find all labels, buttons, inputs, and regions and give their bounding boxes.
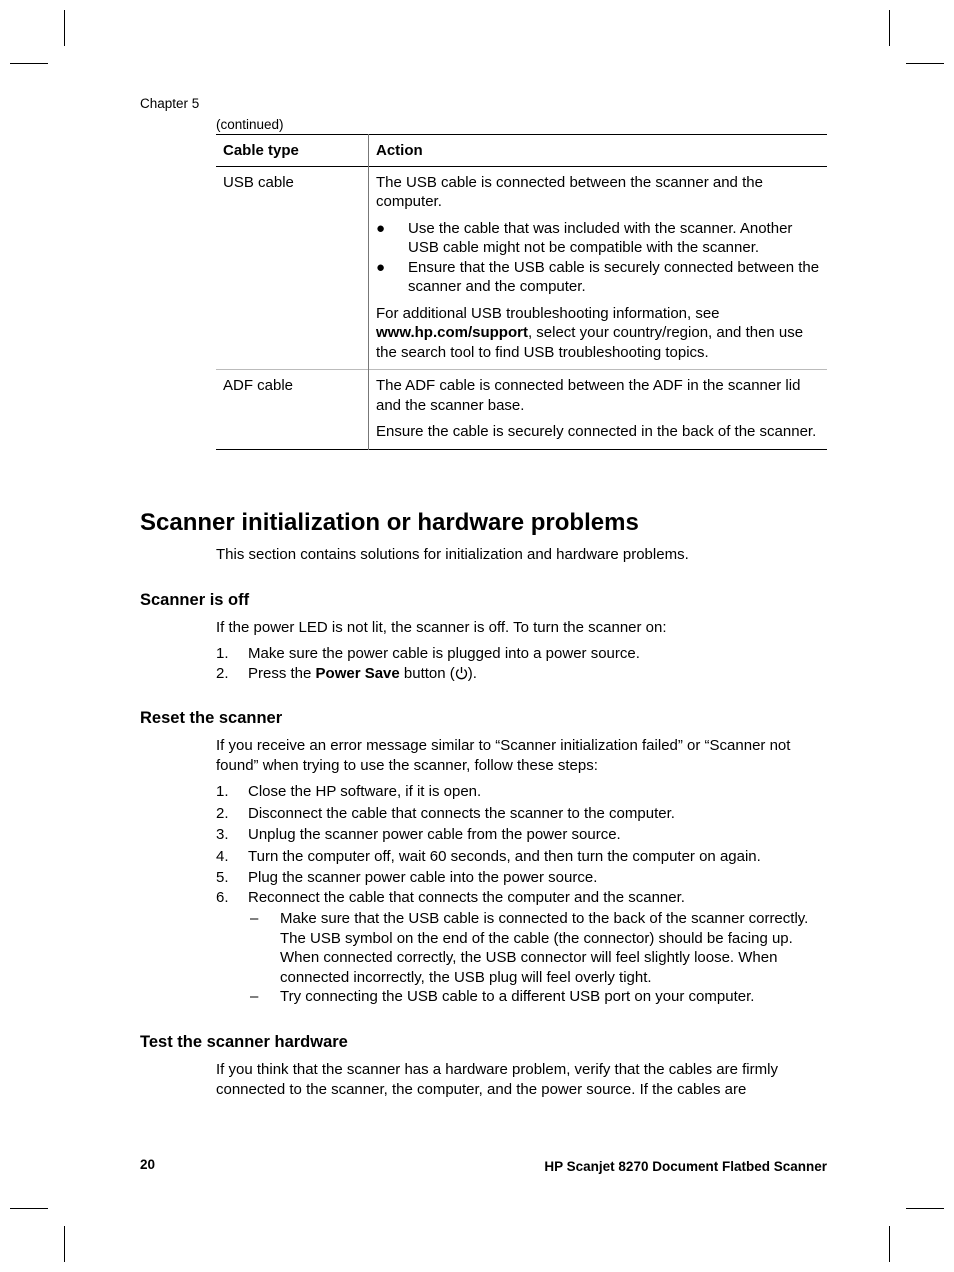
more-info-prefix: For additional USB troubleshooting information, see	[376, 304, 720, 322]
subsection-title-scanner-off: Scanner is off	[140, 591, 250, 609]
step-text: Disconnect the cable that connects the scanner to the computer.	[248, 804, 675, 822]
bullet-icon: ●	[376, 219, 386, 237]
step-text: Turn the computer off, wait 60 seconds, and then turn the computer on again.	[248, 847, 761, 865]
step-text: ).	[467, 664, 477, 682]
list-item	[216, 825, 827, 845]
reset-substeps	[248, 909, 827, 1007]
power-icon	[455, 666, 468, 680]
reset-steps	[216, 782, 827, 907]
step-text: Plug the scanner power cable into the power source.	[248, 869, 598, 886]
list-item	[248, 987, 827, 1007]
bullet-icon: ●	[376, 258, 386, 276]
list-item	[216, 847, 827, 867]
usb-bullet-list	[376, 219, 820, 297]
action-cell	[369, 166, 828, 370]
list-item	[376, 258, 820, 297]
section-title: Scanner initialization or hardware problems	[140, 509, 639, 536]
support-link[interactable]: www.hp.com/support	[376, 324, 528, 341]
product-name: HP Scanjet 8270 Document Flatbed Scanner	[544, 1159, 827, 1174]
list-item	[216, 804, 827, 824]
list-item	[216, 868, 827, 888]
subsection-title-test-hardware: Test the scanner hardware	[140, 1033, 348, 1051]
list-item	[216, 782, 827, 802]
step-number: 2.	[216, 664, 229, 682]
crop-mark	[906, 63, 944, 64]
dash-icon: –	[250, 910, 259, 927]
crop-mark	[10, 1208, 48, 1209]
step-number: 4.	[216, 847, 229, 865]
list-item	[376, 219, 820, 258]
cable-type-cell: ADF cable	[216, 370, 369, 450]
step-number: 3.	[216, 826, 229, 843]
table-continued-label: (continued)	[216, 117, 284, 132]
substep-text: Try connecting the USB cable to a different USB port on your computer.	[280, 988, 755, 1005]
substep-text: Make sure that the USB cable is connected to the back of the scanner correctly. The USB symbol on the end of the cable (the connector) should be facing up. When connected correctly, the USB connector will feel slightly loose. When connected incorrectly, the USB plug will feel overly tight.	[280, 910, 809, 986]
step-text: button (	[399, 664, 455, 682]
step-text: Close the HP software, if it is open.	[248, 783, 482, 800]
scanner-off-intro: If the power LED is not lit, the scanner is off. To turn the scanner on:	[216, 619, 667, 636]
action-cell	[369, 370, 828, 450]
step-number: 5.	[216, 869, 229, 886]
list-item	[248, 909, 827, 987]
test-intro: If you think that the scanner has a hardware problem, verify that the cables are firmly connected to the scanner, the computer, and the power source. If the cables are	[216, 1061, 778, 1098]
list-item	[216, 888, 827, 908]
step-number: 1.	[216, 645, 229, 662]
usb-more-info	[376, 304, 820, 363]
list-item	[216, 664, 827, 684]
column-header-action: Action	[376, 142, 423, 159]
subsection-title-reset: Reset the scanner	[140, 709, 283, 727]
list-item	[216, 644, 827, 664]
cable-troubleshooting-table	[216, 134, 827, 450]
step-text: Press the	[248, 664, 316, 682]
bullet-text: Use the cable that was included with the scanner. Another USB cable might not be compatible with the scanner.	[408, 219, 793, 256]
section-intro: This section contains solutions for initialization and hardware problems.	[216, 546, 689, 563]
step-number: 6.	[216, 888, 229, 906]
bullet-text: Ensure that the USB cable is securely connected between the scanner and the computer.	[408, 258, 820, 295]
crop-mark	[906, 1208, 944, 1209]
usb-intro: The USB cable is connected between the scanner and the computer.	[376, 173, 763, 210]
step-text: Unplug the scanner power cable from the power source.	[248, 826, 621, 843]
table-row	[216, 166, 827, 370]
dash-icon: –	[250, 988, 259, 1005]
crop-mark	[889, 1226, 890, 1262]
crop-mark	[64, 1226, 65, 1262]
column-header-cable-type: Cable type	[216, 135, 369, 167]
crop-mark	[10, 63, 48, 64]
step-number: 1.	[216, 783, 229, 800]
page-number: 20	[140, 1157, 156, 1172]
table-header-row	[216, 135, 827, 167]
step-text: Make sure the power cable is plugged into a power source.	[248, 645, 640, 662]
scanner-off-steps	[216, 644, 827, 683]
cable-type-cell: USB cable	[216, 166, 369, 370]
more-info-suffix: , select your country/region, and then use the search tool to find USB troubleshooting topics.	[376, 324, 804, 361]
power-save-label: Power Save	[315, 664, 400, 682]
step-number: 2.	[216, 804, 229, 822]
chapter-label: Chapter 5	[140, 96, 200, 111]
reset-intro: If you receive an error message similar to “Scanner initialization failed” or “Scanner not found” when trying to use the scanner, follow these steps:	[216, 737, 791, 774]
crop-mark	[64, 10, 65, 46]
table-row	[216, 370, 827, 450]
adf-line-1: The ADF cable is connected between the ADF in the scanner lid and the scanner base.	[376, 377, 801, 414]
step-text: Reconnect the cable that connects the computer and the scanner.	[248, 888, 685, 906]
crop-mark	[889, 10, 890, 46]
adf-line-2: Ensure the cable is securely connected in the back of the scanner.	[376, 423, 817, 440]
